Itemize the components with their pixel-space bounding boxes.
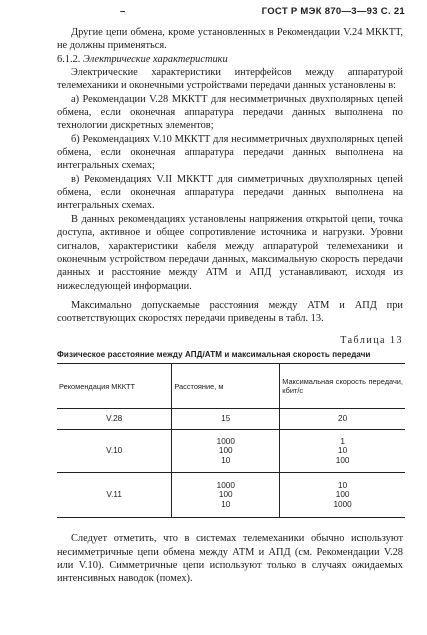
paragraph-interchange-circuits: Другие цепи обмена, кроме установленных в Рекомендации V.24 МККТТ, не должны применяться.	[57, 27, 403, 52]
header-dash: –	[120, 6, 126, 17]
speed-value: 10	[338, 480, 348, 490]
distance-value: 100	[218, 446, 233, 456]
distance-value: 100	[218, 490, 233, 500]
cell-speed	[280, 473, 405, 518]
table-caption: Физическое расстояние между АПД/АТМ и максимальная скорость передачи	[57, 349, 371, 359]
speed-value: 100	[335, 490, 350, 500]
cell-recommendation: V.10	[57, 430, 172, 473]
speed-value: 1000	[333, 500, 352, 510]
distance-value: 10	[221, 500, 231, 510]
cell-distance	[172, 430, 280, 473]
header-speed: Максимальная скорость передачи, кбит/с	[280, 364, 405, 409]
section-number: 6.1.2.	[57, 53, 81, 65]
distance-speed-table	[57, 363, 405, 518]
distance-value: 15	[221, 414, 231, 424]
table-label: Таблица 13	[340, 334, 403, 346]
speed-value: 100	[335, 456, 350, 466]
list-item-c: в) Рекомендациях V.II МККТТ для симметричных двухполярных цепей обмена, если оконечная аппаратура передачи данных выполнена на интегральных схемах.	[57, 173, 403, 212]
paragraph-note: Следует отметить, что в системах телемеханики обычно используют несимметричные цепи обмена между АТМ и АПД (см. Рекомендации V.28 или V.10). Симметричные цепи используют только в случаях ожидаемых интенсивных наводок (помех).	[57, 533, 403, 585]
paragraph-max-distances: Максимально допускаемые расстояния между АТМ и АПД при соответствующих скоростях передачи приведены в табл. 13.	[57, 299, 403, 325]
speed-value: 10	[338, 446, 348, 456]
table-row	[57, 430, 405, 473]
page-body	[57, 26, 403, 586]
distance-value: 10	[221, 456, 231, 466]
cell-distance	[172, 409, 280, 430]
table-header-row	[57, 364, 405, 409]
standard-designation: ГОСТ Р МЭК 870—3—93 С. 21	[261, 6, 405, 17]
cell-recommendation: V.28	[57, 409, 172, 430]
page-header	[0, 6, 427, 22]
distance-value: 1000	[216, 480, 235, 490]
section-heading	[57, 53, 403, 66]
speed-value: 1	[340, 436, 345, 446]
section-title: Электрические характеристики	[83, 53, 228, 65]
cell-speed	[280, 409, 405, 430]
paragraph-electrical-intro: Электрические характеристики интерфейсов между аппаратурой телемеханики и оконечными устройствами передачи данных установлены в:	[57, 67, 403, 92]
list-item-b: б) Рекомендациях V.10 МККТТ для несимметричных двухполярных цепей обмена, если оконечная аппаратура передачи данных выполнена на интегральных схемах;	[57, 133, 403, 172]
header-recommendation: Рекомендация МККТТ	[57, 364, 172, 409]
cell-recommendation: V.11	[57, 473, 172, 518]
cell-speed	[280, 430, 405, 473]
cell-distance	[172, 473, 280, 518]
table-row	[57, 409, 405, 430]
speed-value: 20	[338, 414, 348, 424]
header-distance: Расстояние, м	[172, 364, 280, 409]
paragraph-recommendations: В данных рекомендациях установлены напряжения открытой цепи, точка доступа, активное и общее сопротивление источника и нагрузки. Уровни сигналов, характеристики кабеля между аппаратурой телемеханики и оконечным устройством передачи данных, максимальную скорость передачи данных и расстояние между АТМ и АПД устанавливают, исходя из нижеследующей информации.	[57, 213, 403, 292]
distance-value: 1000	[216, 436, 235, 446]
list-item-a: а) Рекомендации V.28 МККТТ для несимметричных двухполярных цепей обмена, если оконечная аппаратура передачи данных выполнена по технологии дискретных элементов;	[57, 93, 403, 132]
table-row	[57, 473, 405, 518]
